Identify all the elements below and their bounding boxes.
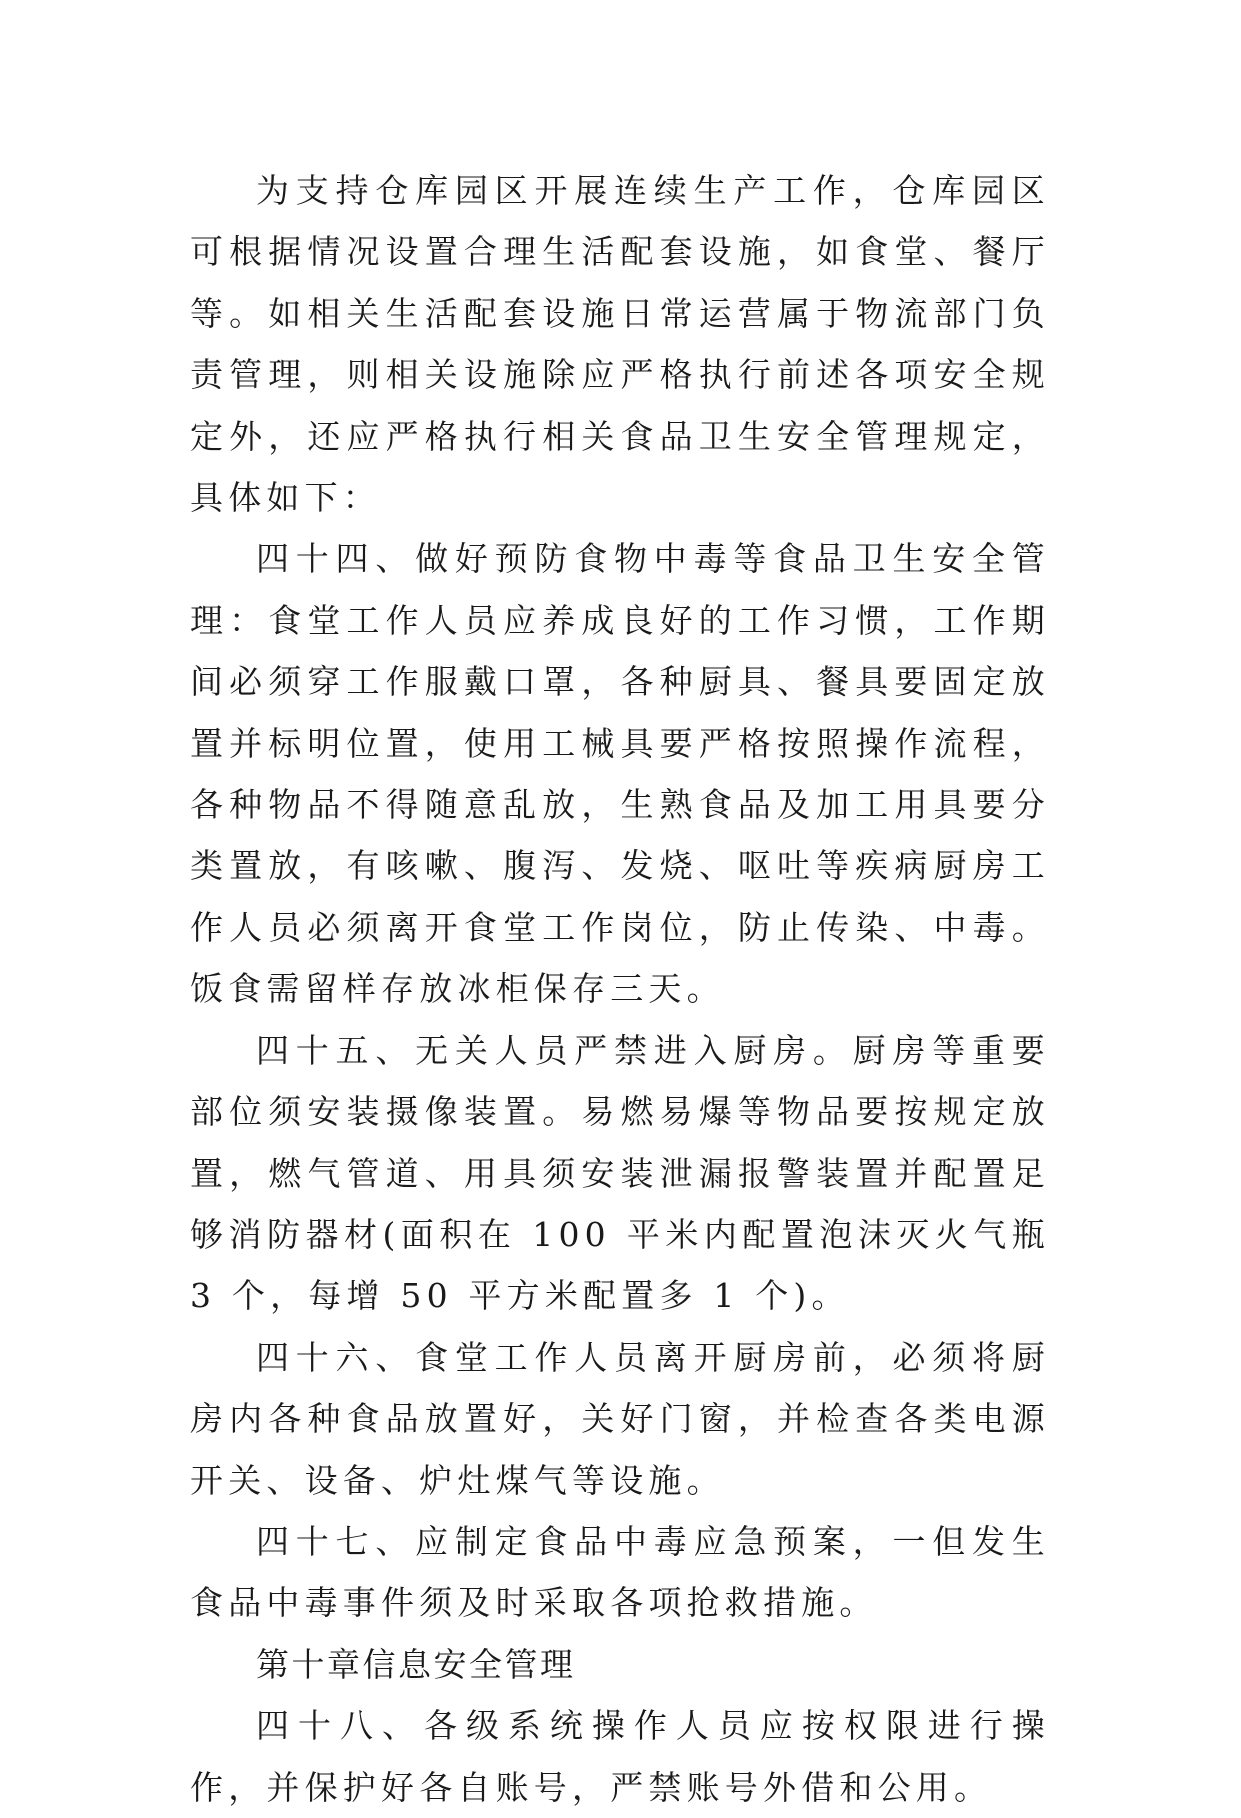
paragraph-article-46: 四十六、食堂工作人员离开厨房前，必须将厨房内各种食品放置好，关好门窗，并检查各类电源开关、设备、炉灶煤气等设施。 [190,1337,1050,1500]
paragraph-article-44: 四十四、做好预防食物中毒等食品卫生安全管理：食堂工作人员应养成良好的工作习惯，工作期间必须穿工作服戴口罩，各种厨具、餐具要固定放置并标明位置，使用工械具要严格按照操作流程，各种物品不得随意乱放，生熟食品及加工用具要分类置放，有咳嗽、腹泻、发烧、呕吐等疾病厨房工作人员必须离开食堂工作岗位，防止传染、中毒。饭食需留样存放冰柜保存三天。 [190,539,1050,1009]
paragraph-intro: 为支持仓库园区开展连续生产工作，仓库园区可根据情况设置合理生活配套设施，如食堂、餐厅等。如相关生活配套设施日常运营属于物流部门负责管理，则相关设施除应严格执行前述各项安全规定外，还应严格执行相关食品卫生安全管理规定，具体如下： [190,171,1050,518]
paragraph-article-45: 四十五、无关人员严禁进入厨房。厨房等重要部位须安装摄像装置。易燃易爆等物品要按规定放置，燃气管道、用具须安装泄漏报警装置并配置足够消防器材(面积在 100 平米内配置泡沫灭火气瓶 3 个，每增 50 平方米配置多 1 个)。 [190,1030,1050,1316]
chapter-heading: 第十章信息安全管理 [256,1644,576,1684]
paragraph-article-47: 四十七、应制定食品中毒应急预案，一但发生食品中毒事件须及时采取各项抢救措施。 [190,1521,1050,1623]
document-body [190,160,1050,1818]
paragraph-article-48: 四十八、各级系统操作人员应按权限进行操作，并保护好各自账号，严禁账号外借和公用。 [190,1706,1050,1807]
